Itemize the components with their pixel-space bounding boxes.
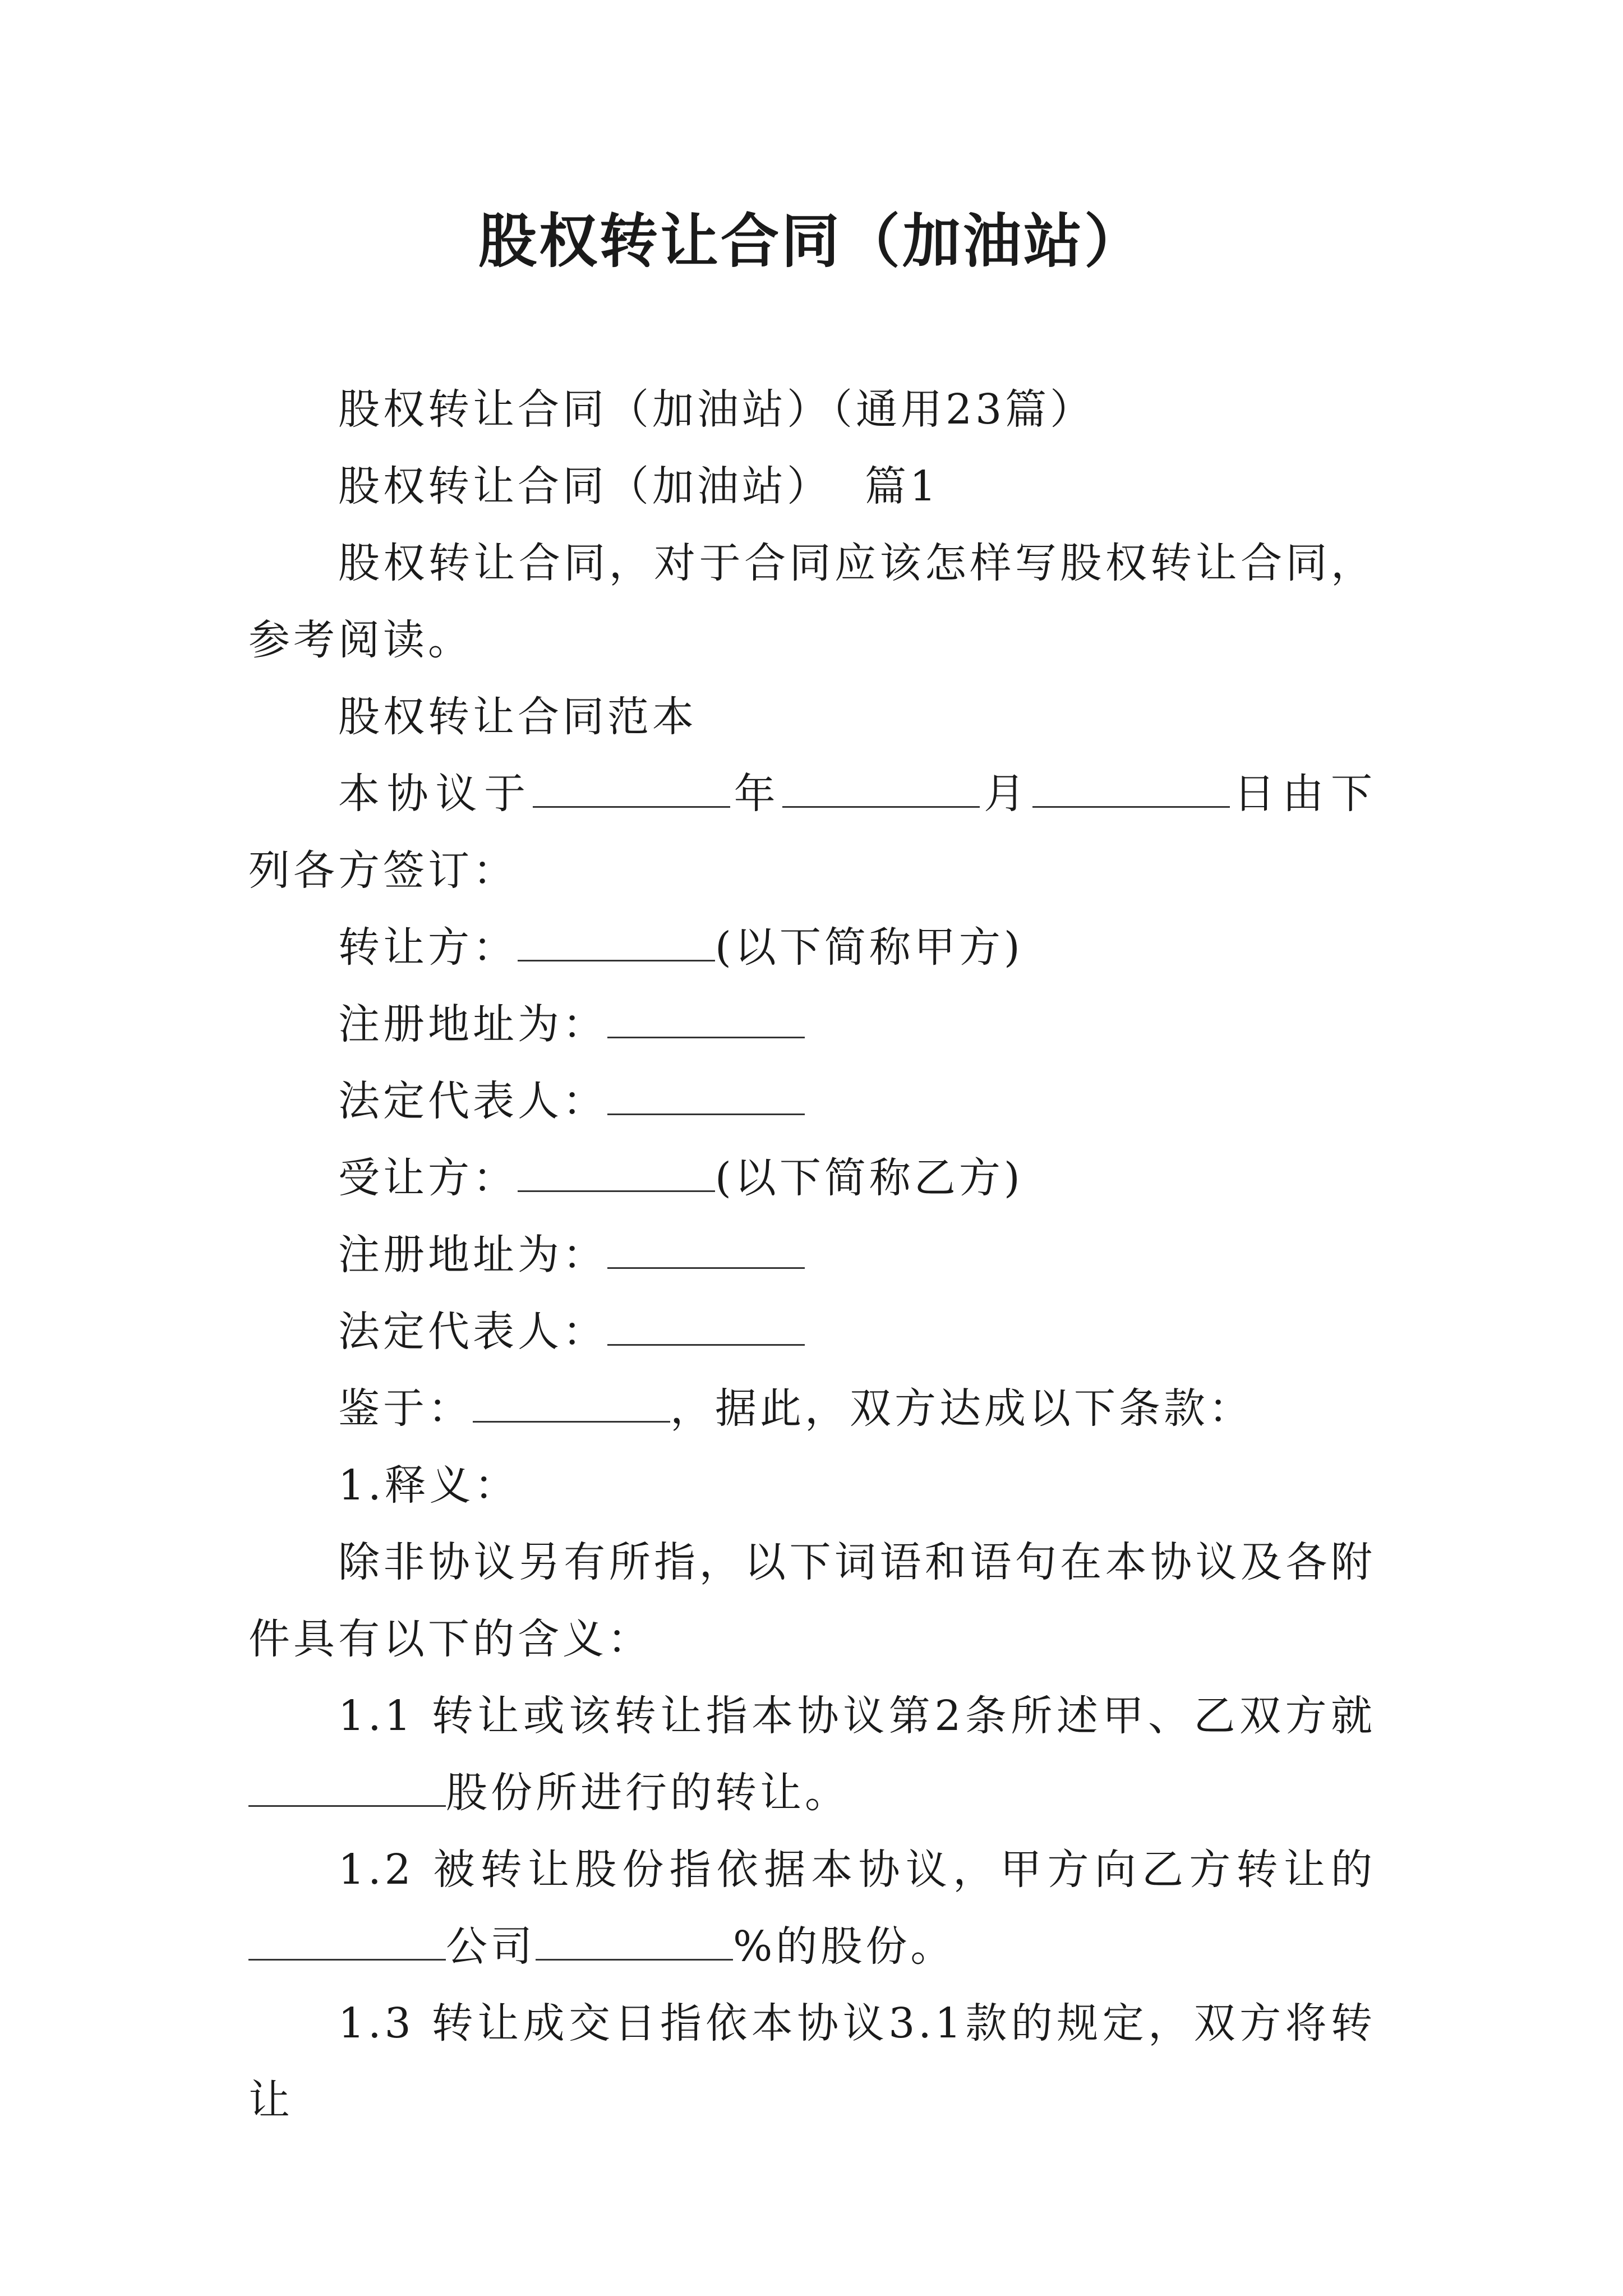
date-month-blank (782, 767, 980, 808)
transferee-address-blank (607, 1228, 805, 1269)
date-year-blank (533, 767, 730, 808)
clause-1-intro: 除非协议另有所指，以下词语和语句在本协议及各附件具有以下的含义： (248, 1538, 1376, 1663)
transferor-address-blank (607, 997, 805, 1038)
clause-1-1 (248, 1678, 1376, 1832)
transferee-address-line (248, 1217, 1376, 1294)
transferee-line (248, 1140, 1376, 1217)
transferee-blank (518, 1151, 715, 1192)
date-line-month: 月 (980, 770, 1032, 818)
clause-1-heading: 1.释义： (338, 1461, 519, 1510)
transferee-rep-line (248, 1294, 1376, 1370)
clause-1-2 (248, 1832, 1376, 1985)
transferee-address-label: 注册地址为： (338, 1231, 607, 1279)
clause-1-1-blank (248, 1766, 446, 1807)
whereas-line (248, 1370, 1376, 1447)
section-heading: 股权转让合同（加油站） 篇1 (338, 462, 940, 510)
transferor-label: 转让方： (338, 923, 518, 972)
date-line-prefix: 本协议于 (338, 770, 533, 818)
date-line (248, 756, 1376, 909)
transferor-rep-blank (607, 1074, 805, 1115)
transferor-address-line (248, 986, 1376, 1063)
date-day-blank (1032, 767, 1230, 808)
clause-1-2-middle: 公司 (446, 1922, 536, 1971)
document-title: 股权转让合同（加油站） (478, 206, 1145, 275)
transferor-address-label: 注册地址为： (338, 1000, 607, 1048)
transferor-line (248, 909, 1376, 986)
date-line-suffix: 日由下列各方签订： (248, 770, 1376, 895)
document-body (248, 371, 1376, 2139)
clause-1-2-blank-company (248, 1920, 446, 1961)
whereas-prefix: 鉴于： (338, 1384, 473, 1433)
clause-1-2-blank-percent (536, 1920, 733, 1961)
transferee-rep-label: 法定代表人： (338, 1308, 607, 1356)
transferee-note: (以下简称乙方) (715, 1154, 1023, 1202)
clause-1-1-prefix: 1.1 转让或该转让指本协议第2条所述甲、乙双方就 (338, 1692, 1376, 1740)
clause-1-2-suffix: %的股份。 (733, 1922, 956, 1971)
clause-1-2-prefix: 1.2 被转让股份指依据本协议，甲方向乙方转让的 (338, 1846, 1376, 1894)
date-line-year: 年 (730, 770, 783, 818)
transferor-note: (以下简称甲方) (715, 923, 1023, 972)
intro-paragraph: 股权转让合同，对于合同应该怎样写股权转让合同，参考阅读。 (248, 539, 1376, 664)
transferor-blank (518, 921, 715, 961)
subtitle: 股权转让合同（加油站）（通用23篇） (338, 385, 1095, 434)
clause-1-3: 1.3 转让成交日指依本协议3.1款的规定，双方将转让 (248, 1999, 1376, 2124)
transferee-label: 受让方： (338, 1154, 518, 1202)
clause-1-1-suffix: 股份所进行的转让。 (446, 1769, 850, 1817)
whereas-blank (473, 1382, 670, 1423)
sample-heading: 股权转让合同范本 (338, 693, 697, 741)
whereas-suffix: ，据此，双方达成以下条款： (670, 1384, 1253, 1433)
transferor-rep-line (248, 1063, 1376, 1140)
transferee-rep-blank (607, 1305, 805, 1346)
transferor-rep-label: 法定代表人： (338, 1077, 607, 1125)
